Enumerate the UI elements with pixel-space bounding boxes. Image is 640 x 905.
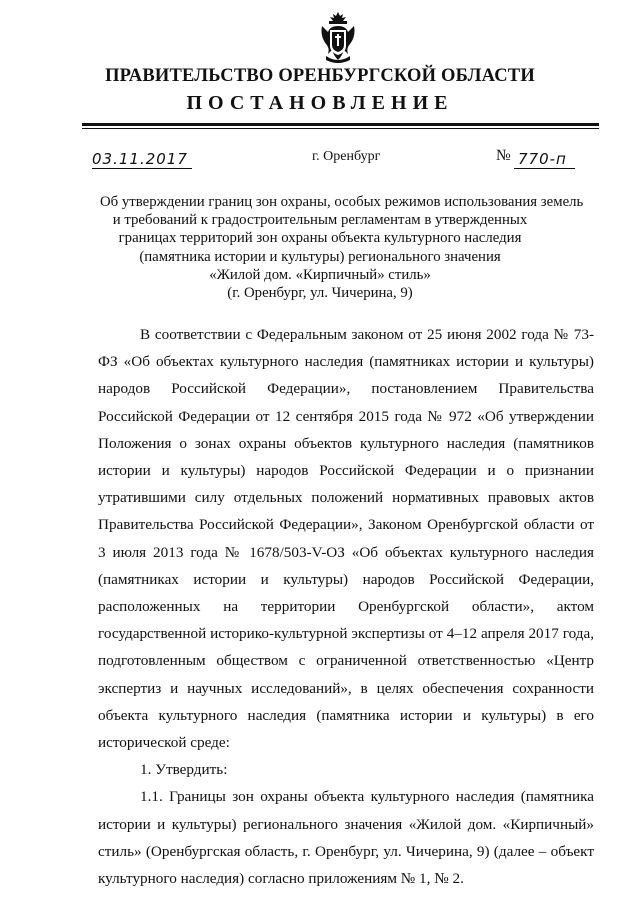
- subject-line: Об утверждении границ зон охраны, особых режимов использования земель: [100, 194, 584, 210]
- subject-line: (г. Оренбург, ул. Чичерина, 9): [227, 285, 413, 302]
- subject-line: границах территорий зон охраны объекта культурного наследия: [118, 230, 522, 247]
- document-city: г. Оренбург: [312, 149, 381, 164]
- clause-1: 1. Утвердить:: [140, 761, 228, 779]
- clause-1-1: 1.1. Границы зон охраны объекта культурного наследия (памятника истории и культуры) регионального значения «Жилой дом. «Кирпичный» стиль» (Оренбургская область, г. Оренбург, ул. Чичерина, 9) (далее – объект культурного наследия) согласно приложениям № 1, № 2.: [98, 788, 594, 888]
- subject-line: (памятника истории и культуры) регионального значения: [139, 248, 501, 265]
- document-number: 770-п: [514, 151, 575, 169]
- preamble-paragraph: В соответствии с Федеральным законом от 25 июня 2002 года № 73-ФЗ «Об объектах культурного наследия (памятниках истории и культуры) народов Российской Федерации», постановлением Правительства Российской Федерации от 12 сентября 2015 года № 972 «Об утверждении Положения о зонах охраны объектов культурного наследия (памятников истории и культуры) народов Российской Федерации и о признании утратившими силу отдельных положений нормативных правовых актов Правительства Российской Федерации», Законом Оренбургской области от 3 июля 2013 года № 1678/503-V-ОЗ «Об объектах культурного наследия (памятниках истории и культуры) народов Российской Федерации, расположенных на территории Оренбургской области», актом государственной историко-культурной экспертизы от 4–12 апреля 2017 года, подготовленным обществом с ограниченной ответственностью «Центр экспертиз и научных исследований», в целях обеспечения сохранности объекта культурного наследия (памятника истории и культуры) в его исторической среде:: [98, 326, 594, 752]
- coat-of-arms-emblem: [318, 10, 358, 66]
- header-divider-thick: [82, 123, 599, 126]
- header-divider-thin: [82, 128, 599, 129]
- document-meta-row: [0, 145, 640, 171]
- document-type-title: ПОСТАНОВЛЕНИЕ: [186, 92, 454, 114]
- government-title: ПРАВИТЕЛЬСТВО ОРЕНБУРГСКОЙ ОБЛАСТИ: [105, 66, 535, 86]
- document-date: 03.11.2017: [92, 151, 192, 169]
- subject-line: и требований к градостроительным регламентам в утвержденных: [112, 212, 528, 229]
- document-body: [98, 321, 594, 892]
- document-number-label: №: [496, 147, 511, 164]
- document-subject: [100, 193, 584, 302]
- subject-line: «Жилой дом. «Кирпичный» стиль»: [209, 266, 431, 283]
